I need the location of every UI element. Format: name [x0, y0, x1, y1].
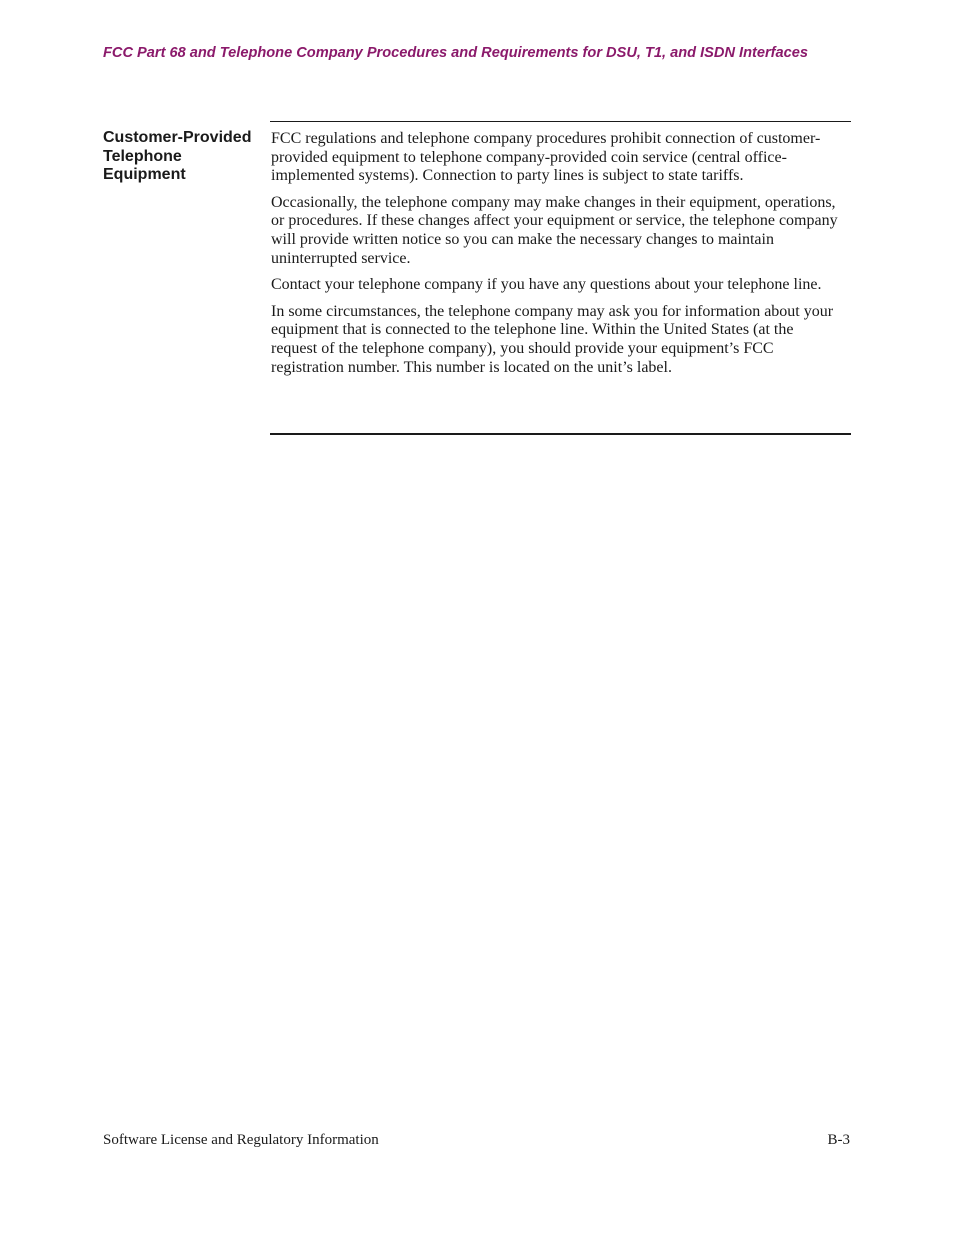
footer-document-title: Software License and Regulatory Information — [103, 1132, 379, 1148]
section-body — [271, 130, 843, 385]
paragraph-equipment-changes: Occasionally, the telephone company may make changes in their equipment, operations, or procedures. If these changes affect your equipment or service, the telephone company will provide written notice so you can make the necessary changes to maintain uninterrupted service. — [271, 193, 838, 267]
paragraph-registration-number: In some circumstances, the telephone company may ask you for information about your equipment that is connected to the telephone line. Within the United States (at the request of the telephone company), you should provide your equipment’s FCC registration number. This number is located on the unit’s label. — [271, 302, 834, 376]
paragraph-coin-service: FCC regulations and telephone company procedures prohibit connection of customer-provided equipment to telephone company-provided coin service (central office-implemented systems). Connection to party lines is subject to state tariffs. — [271, 130, 821, 185]
section-heading-line: Customer-Provided — [103, 129, 252, 146]
section-heading-line: Telephone — [103, 147, 182, 165]
section-heading — [103, 129, 268, 185]
footer-page-number: B-3 — [827, 1132, 850, 1148]
section-bottom-rule — [270, 433, 851, 435]
running-header: FCC Part 68 and Telephone Company Procedures and Requirements for DSU, T1, and ISDN Interfaces — [103, 45, 808, 61]
section-heading-line: Equipment — [103, 166, 186, 183]
section-top-rule — [270, 121, 851, 122]
paragraph-contact: Contact your telephone company if you have any questions about your telephone line. — [271, 276, 822, 294]
